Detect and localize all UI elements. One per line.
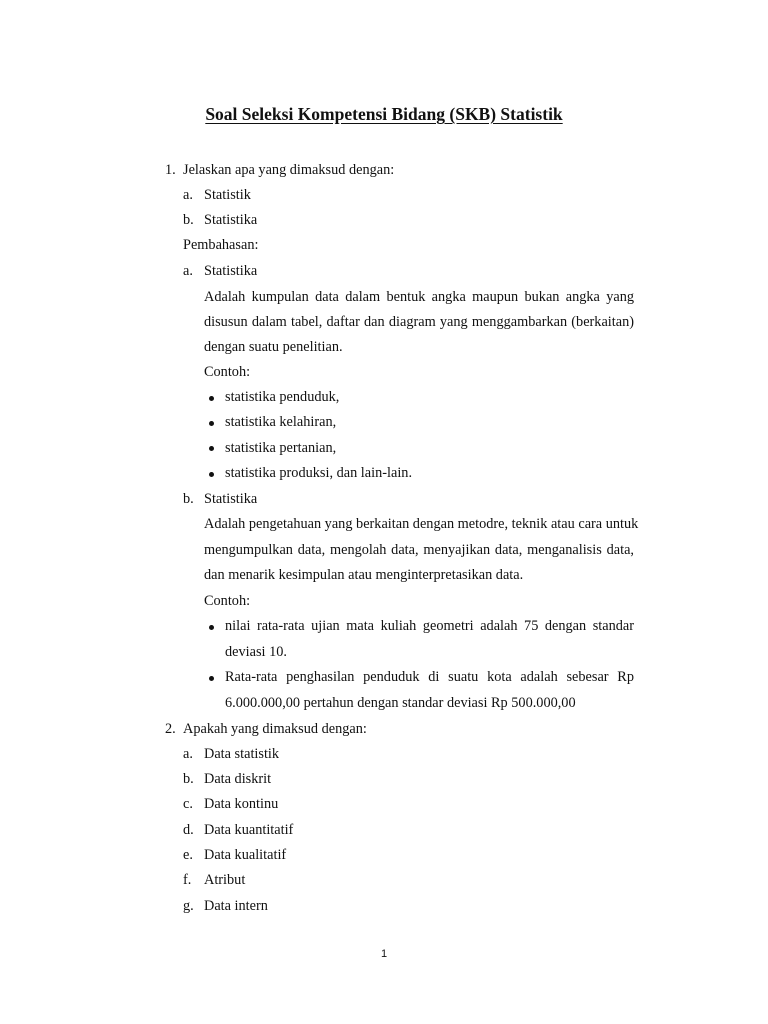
q2-item-c-text: Data kontinu (204, 796, 279, 812)
answer-b-line-3: dan menarik kesimpulan atau menginterpretasikan data. (204, 567, 524, 583)
answer-a-example-4: statistika produksi, dan lain-lain. (225, 465, 413, 481)
q2-item-b-marker: b. (183, 771, 194, 787)
answer-a-line-2: disusun dalam tabel, daftar dan diagram yang menggambarkan (berkaitan) (204, 314, 634, 330)
answer-a-example-3: statistika pertanian, (225, 440, 337, 456)
q2-item-d-text: Data kuantitatif (204, 822, 294, 838)
answer-b-heading: Statistika (204, 491, 258, 507)
q2-item-f-text: Atribut (204, 872, 246, 888)
answer-a-line-3: dengan suatu penelitian. (204, 339, 343, 355)
answer-a-contoh-label: Contoh: (204, 364, 251, 380)
answer-a-example-1: statistika penduduk, (225, 389, 340, 405)
q1-question: Jelaskan apa yang dimaksud dengan: (183, 162, 395, 178)
answer-b-example-1-line-1: nilai rata-rata ujian mata kuliah geometri adalah 75 dengan standar (225, 618, 634, 634)
bullet-icon (209, 446, 214, 451)
q2-item-a-text: Data statistik (204, 746, 280, 762)
document-title: Soal Seleksi Kompetensi Bidang (SKB) Statistik (205, 104, 563, 124)
q2-item-c-marker: c. (183, 796, 193, 812)
q2-item-a-marker: a. (183, 746, 193, 762)
q1-item-b-text: Statistika (204, 212, 258, 228)
answer-a-marker: a. (183, 263, 193, 279)
q1-item-a-marker: a. (183, 187, 193, 203)
answer-b-marker: b. (183, 491, 194, 507)
q1-number: 1. (165, 162, 176, 178)
answer-a-line-1: Adalah kumpulan data dalam bentuk angka maupun bukan angka yang (204, 289, 634, 305)
q1-item-b-marker: b. (183, 212, 194, 228)
q2-number: 2. (165, 721, 176, 737)
q2-question: Apakah yang dimaksud dengan: (183, 721, 367, 737)
q2-item-e-text: Data kualitatif (204, 847, 287, 863)
answer-b-example-2-line-2: 6.000.000,00 pertahun dengan standar deviasi Rp 500.000,00 (225, 695, 576, 711)
bullet-icon (209, 625, 214, 630)
bullet-icon (209, 421, 214, 426)
bullet-icon (209, 676, 214, 681)
q2-item-g-marker: g. (183, 898, 194, 914)
page-number: 1 (380, 948, 388, 960)
q2-item-e-marker: e. (183, 847, 193, 863)
q1-item-a-text: Statistik (204, 187, 251, 203)
pembahasan-label: Pembahasan: (183, 237, 259, 253)
bullet-icon (209, 396, 214, 401)
answer-b-contoh-label: Contoh: (204, 593, 251, 609)
q2-item-d-marker: d. (183, 822, 194, 838)
q2-item-g-text: Data intern (204, 898, 268, 914)
answer-b-example-2-line-1: Rata-rata penghasilan penduduk di suatu kota adalah sebesar Rp (225, 669, 634, 685)
answer-a-heading: Statistika (204, 263, 258, 279)
q2-item-b-text: Data diskrit (204, 771, 272, 787)
bullet-icon (209, 472, 214, 477)
answer-b-line-2: mengumpulkan data, mengolah data, menyajikan data, menganalisis data, (204, 542, 634, 558)
answer-b-example-1-line-2: deviasi 10. (225, 644, 287, 660)
q2-item-f-marker: f. (183, 872, 192, 888)
answer-b-line-1: Adalah pengetahuan yang berkaitan dengan metodre, teknik atau cara untuk (204, 516, 639, 532)
answer-a-example-2: statistika kelahiran, (225, 414, 337, 430)
